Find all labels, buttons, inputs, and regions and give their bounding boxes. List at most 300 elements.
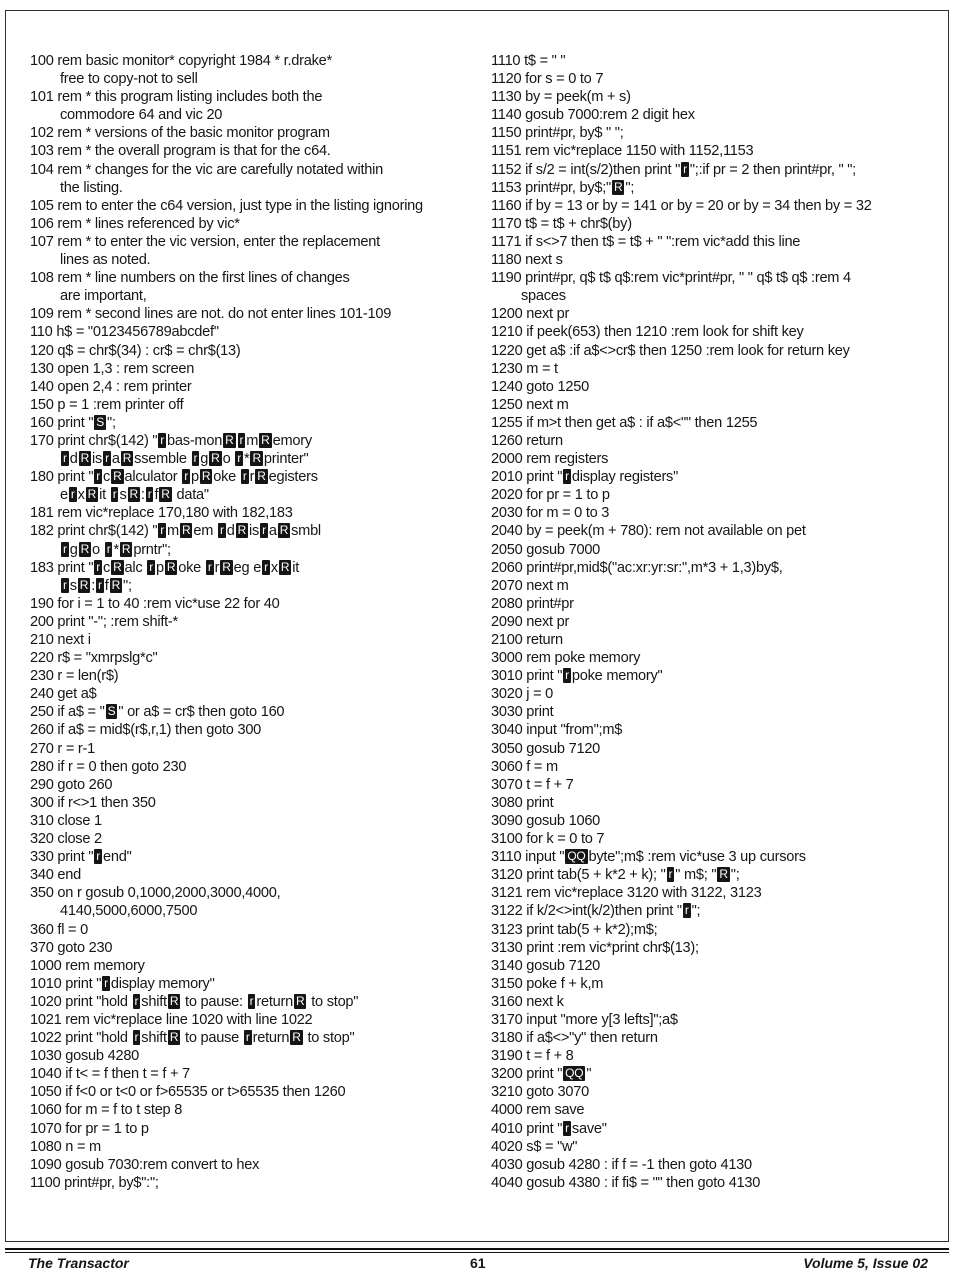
code-line	[30, 559, 480, 595]
code-line-continuation: commodore 64 and vic 20	[60, 107, 223, 124]
reverse-video-glyph: R	[113, 469, 122, 484]
footer-rule-thin	[5, 1252, 949, 1253]
reverse-video-glyph: R	[111, 577, 121, 592]
reverse-video-glyph: R	[80, 541, 90, 556]
code-line	[491, 685, 941, 703]
code-line	[491, 1047, 941, 1065]
code-line	[491, 957, 941, 975]
code-line	[491, 1156, 941, 1174]
reverse-video-glyph: r	[70, 487, 75, 502]
code-line-text: 1200 next pr	[491, 306, 570, 323]
code-line	[30, 758, 480, 776]
code-line	[30, 342, 480, 360]
code-line	[491, 161, 941, 179]
reverse-video-glyph: r	[219, 523, 224, 538]
code-line	[491, 667, 941, 685]
reverse-video-glyph: r	[249, 993, 254, 1008]
reverse-video-glyph: R	[225, 432, 234, 447]
reverse-video-glyph: R	[261, 432, 270, 447]
code-line-text: 3122 if k/2<>int(k/2)then print " r ";	[491, 903, 701, 920]
code-line	[491, 939, 941, 957]
code-line-text: 220 r$ = "xmrpslg*c"	[30, 650, 158, 667]
code-line-text: 1220 get a$ :if a$<>cr$ then 1250 :rem look for return key	[491, 342, 850, 359]
code-line-text: 1060 for m = f to t step 8	[30, 1102, 183, 1119]
reverse-video-glyph: R	[257, 469, 266, 484]
code-line	[30, 504, 480, 522]
code-line	[491, 721, 941, 739]
reverse-video-glyph: r	[193, 451, 198, 466]
code-line	[30, 613, 480, 631]
code-line	[30, 721, 480, 739]
code-line	[491, 360, 941, 378]
reverse-video-glyph: R	[719, 867, 728, 882]
reverse-video-glyph: r	[683, 161, 687, 176]
code-line-text: 3100 for k = 0 to 7	[491, 831, 605, 848]
code-line	[491, 541, 941, 559]
reverse-video-glyph: r	[242, 469, 247, 484]
reverse-video-glyph: r	[112, 487, 117, 502]
reverse-video-glyph: R	[296, 993, 305, 1008]
code-line	[30, 269, 480, 305]
code-line	[491, 251, 941, 269]
code-line-text: 360 fl = 0	[30, 921, 88, 938]
code-line-text: 250 if a$ = " S " or a$ = cr$ then goto 160	[30, 704, 285, 721]
code-line	[491, 233, 941, 251]
code-line	[30, 360, 480, 378]
code-line-text: 3090 gosub 1060	[491, 812, 601, 829]
code-line-text: 200 print "-"; :rem shift-*	[30, 613, 178, 630]
code-line	[30, 975, 480, 993]
reverse-video-glyph: R	[87, 487, 97, 502]
code-line	[30, 1011, 480, 1029]
code-line	[30, 884, 480, 920]
reverse-video-glyph: r	[160, 523, 165, 538]
code-line	[491, 1065, 941, 1083]
code-line-text: 1190 print#pr, q$ t$ q$:rem vic*print#pr, " " q$ t$ q$ :rem 4	[491, 270, 851, 287]
code-line-text: 2010 print " r display registers"	[491, 469, 679, 486]
code-line	[30, 142, 480, 160]
code-line-text: 1140 gosub 7000:rem 2 digit hex	[491, 107, 695, 124]
code-line	[491, 1011, 941, 1029]
reverse-video-glyph: QQ	[565, 1066, 584, 1081]
code-line-text: 108 rem * line numbers on the first lines of changes	[30, 270, 350, 287]
reverse-video-glyph: r	[96, 849, 101, 864]
code-line-text: 1153 print#pr, by$;" R ";	[491, 179, 635, 196]
code-line-text: 2030 for m = 0 to 3	[491, 505, 610, 522]
code-line-text: 2000 rem registers	[491, 451, 609, 468]
reverse-video-glyph: R	[280, 559, 290, 574]
code-line	[491, 142, 941, 160]
code-line-text: 160 print " S ";	[30, 414, 116, 431]
code-line	[30, 1138, 480, 1156]
code-line	[491, 921, 941, 939]
code-line	[491, 124, 941, 142]
code-line-text: 1090 gosub 7030:rem convert to hex	[30, 1156, 260, 1173]
code-line	[491, 522, 941, 540]
reverse-video-glyph: r	[565, 469, 569, 484]
reverse-video-glyph: r	[147, 487, 152, 502]
code-line	[491, 1120, 941, 1138]
code-line	[491, 812, 941, 830]
reverse-video-glyph: R	[222, 559, 231, 574]
code-line-text: 210 next i	[30, 632, 91, 648]
code-line	[491, 486, 941, 504]
code-line	[30, 378, 480, 396]
code-line-text: 1240 goto 1250	[491, 378, 589, 395]
code-line-text: 4000 rem save	[491, 1102, 585, 1119]
code-line	[30, 939, 480, 957]
code-line-text: 1130 by = peek(m + s)	[491, 89, 631, 106]
code-line-text: 3020 j = 0	[491, 686, 554, 703]
code-line	[30, 866, 480, 884]
code-line-text: 3170 input "more y[3 lefts]";a$	[491, 1011, 678, 1028]
footer-rule	[5, 1248, 949, 1250]
code-line-text: 260 if a$ = mid$(r$,r,1) then goto 300	[30, 722, 262, 739]
reverse-video-glyph: S	[107, 704, 116, 719]
reverse-video-glyph: R	[166, 559, 176, 574]
code-line	[30, 812, 480, 830]
code-line-text: 270 r = r-1	[30, 740, 95, 757]
code-line	[491, 866, 941, 884]
reverse-video-glyph: r	[668, 867, 673, 882]
code-line-text: 300 if r<>1 then 350	[30, 794, 156, 811]
code-line-text: 2080 print#pr	[491, 595, 574, 612]
code-line	[491, 432, 941, 450]
code-line-continuation: are important,	[60, 288, 147, 305]
code-line	[30, 776, 480, 794]
code-line	[491, 468, 941, 486]
code-line-text: 3130 print :rem vic*print chr$(13);	[491, 939, 699, 956]
reverse-video-glyph: QQ	[567, 849, 586, 864]
code-line-text: 3120 print tab(5 + k*2 + k); " r " m$; " R ";	[491, 867, 740, 884]
code-line	[30, 432, 480, 468]
code-line	[30, 921, 480, 939]
code-line	[491, 577, 941, 595]
code-line-text: 350 on r gosub 0,1000,2000,3000,4000,	[30, 885, 281, 902]
code-line-text: 182 print chr$(142) " r m R em r d R is r a R smbl	[30, 523, 321, 540]
code-line-continuation: r d R is r a R ssemble r g R o r * R printer"	[63, 451, 309, 468]
code-line	[491, 758, 941, 776]
code-line-text: 2100 return	[491, 632, 563, 648]
code-line-text: 3160 next k	[491, 993, 564, 1010]
reverse-video-glyph: r	[184, 469, 188, 484]
code-line-text: 3180 if a$<>"y" then return	[491, 1030, 658, 1047]
reverse-video-glyph: r	[63, 541, 67, 556]
code-line-text: 1170 t$ = t$ + chr$(by)	[491, 215, 632, 232]
code-line-text: 3123 print tab(5 + k*2);m$;	[491, 921, 658, 938]
code-line-text: 1080 n = m	[30, 1138, 101, 1155]
code-line	[491, 88, 941, 106]
reverse-video-glyph: R	[161, 487, 170, 502]
code-line-text: 183 print " r c R alc r p R oke r r R eg e r x R it	[30, 559, 300, 576]
code-line-text: 3200 print " QQ "	[491, 1066, 592, 1083]
code-line-text: 310 close 1	[30, 812, 102, 829]
code-line-text: 1160 if by = 13 or by = 141 or by = 20 or by = 34 then by = 32	[491, 197, 872, 214]
reverse-video-glyph: r	[245, 1030, 250, 1045]
code-line-text: 2070 next m	[491, 577, 569, 594]
reverse-video-glyph: r	[264, 559, 268, 574]
listing-left-column	[30, 52, 480, 1192]
reverse-video-glyph: r	[105, 451, 109, 466]
code-line-text: 3080 print	[491, 794, 554, 811]
listing-right-column	[491, 52, 941, 1192]
code-line-text: 130 open 1,3 : rem screen	[30, 360, 195, 377]
code-line-text: 109 rem * second lines are not. do not enter lines 101-109	[30, 306, 392, 323]
reverse-video-glyph: R	[80, 451, 90, 466]
code-line	[491, 305, 941, 323]
code-line-text: 120 q$ = chr$(34) : cr$ = chr$(13)	[30, 342, 241, 359]
code-line	[30, 233, 480, 269]
code-line-text: 240 get a$	[30, 686, 97, 703]
code-line	[30, 1029, 480, 1047]
code-line	[30, 1174, 480, 1192]
code-line-text: 1021 rem vic*replace line 1020 with line 1022	[30, 1011, 313, 1028]
code-line-text: 3000 rem poke memory	[491, 650, 641, 667]
code-line-text: 102 rem * versions of the basic monitor program	[30, 125, 330, 142]
code-line-continuation: 4140,5000,6000,7500	[60, 903, 198, 920]
code-line-text: 104 rem * changes for the vic are carefully notated within	[30, 161, 383, 178]
reverse-video-glyph: r	[106, 541, 111, 556]
code-line-text: 1230 m = t	[491, 360, 558, 377]
code-line	[491, 450, 941, 468]
reverse-video-glyph: R	[113, 559, 122, 574]
code-line-text: 110 h$ = "0123456789abcdef"	[30, 324, 219, 341]
code-line	[491, 197, 941, 215]
code-line-text: 181 rem vic*replace 170,180 with 182,183	[30, 505, 293, 522]
code-line-text: 1022 print "hold r shift R to pause r return R to stop"	[30, 1030, 355, 1047]
code-line	[491, 70, 941, 88]
code-line	[30, 414, 480, 432]
code-line	[30, 1065, 480, 1083]
code-line	[30, 522, 480, 558]
code-line	[491, 848, 941, 866]
code-line	[30, 595, 480, 613]
footer-publication: The Transactor	[28, 1255, 129, 1271]
code-line-continuation: r s R : r f R ";	[63, 577, 132, 594]
code-line	[30, 667, 480, 685]
code-line-text: 1250 next m	[491, 396, 569, 413]
code-line-text: 140 open 2,4 : rem printer	[30, 378, 192, 395]
code-line-text: 105 rem to enter the c64 version, just type in the listing ignoring	[30, 197, 423, 214]
code-line-text: 370 goto 230	[30, 939, 113, 956]
code-line-text: 4010 print " r save"	[491, 1120, 607, 1137]
reverse-video-glyph: R	[169, 993, 179, 1008]
code-line-text: 1040 if t< = f then t = f + 7	[30, 1066, 190, 1083]
code-line	[30, 631, 480, 649]
reverse-video-glyph: r	[96, 559, 101, 574]
code-line	[30, 993, 480, 1011]
reverse-video-glyph: R	[252, 451, 261, 466]
code-line-text: 2040 by = peek(m + 780): rem not available on pet	[491, 523, 806, 540]
reverse-video-glyph: r	[149, 559, 153, 574]
code-line	[491, 884, 941, 902]
code-line-text: 170 print chr$(142) " r bas-mon R r m R emory	[30, 432, 312, 449]
reverse-video-glyph: r	[684, 903, 689, 918]
code-line-text: 2020 for pr = 1 to p	[491, 487, 610, 504]
code-line	[30, 305, 480, 323]
code-line-text: 1010 print " r display memory"	[30, 975, 215, 992]
reverse-video-glyph: r	[565, 668, 569, 683]
code-line-text: 4030 gosub 4280 : if f = -1 then goto 4130	[491, 1156, 752, 1173]
code-line-text: 1151 rem vic*replace 1150 with 1152,1153	[491, 143, 754, 160]
reverse-video-glyph: R	[279, 523, 289, 538]
code-line-continuation: spaces	[521, 288, 566, 305]
reverse-video-glyph: r	[134, 993, 139, 1008]
footer-issue: Volume 5, Issue 02	[803, 1255, 928, 1271]
code-line-text: 320 close 2	[30, 831, 102, 848]
code-line	[30, 323, 480, 341]
code-line-text: 3121 rem vic*replace 3120 with 3122, 3123	[491, 885, 762, 902]
reverse-video-glyph: r	[98, 577, 102, 592]
code-line-text: 4040 gosub 4380 : if fi$ = "" then goto 4130	[491, 1174, 761, 1191]
code-line-continuation: free to copy-not to sell	[60, 71, 198, 88]
reverse-video-glyph: R	[201, 469, 211, 484]
reverse-video-glyph: R	[211, 451, 220, 466]
code-line-text: 1070 for pr = 1 to p	[30, 1120, 149, 1137]
code-line-text: 330 print " r end"	[30, 849, 132, 866]
code-line	[491, 396, 941, 414]
code-line	[491, 1174, 941, 1192]
code-line-text: 1020 print "hold r shift R to pause: r return R to stop"	[30, 993, 359, 1010]
code-line-text: 3060 f = m	[491, 758, 558, 775]
code-line	[491, 179, 941, 197]
code-line	[491, 776, 941, 794]
code-line-text: 1120 for s = 0 to 7	[491, 71, 604, 88]
code-line-text: 1171 if s<>7 then t$ = t$ + " ":rem vic*add this line	[491, 233, 801, 250]
code-line-text: 190 for i = 1 to 40 :rem vic*use 22 for 40	[30, 595, 280, 612]
footer-page-number: 61	[470, 1255, 486, 1271]
code-line-text: 4020 s$ = "w"	[491, 1138, 578, 1155]
code-line-text: 290 goto 260	[30, 776, 113, 793]
code-line-text: 150 p = 1 :rem printer off	[30, 396, 184, 413]
code-line	[491, 613, 941, 631]
code-line	[491, 269, 941, 305]
code-line-text: 3010 print " r poke memory"	[491, 668, 663, 685]
code-line-text: 3070 t = f + 7	[491, 776, 574, 793]
code-line	[30, 1101, 480, 1119]
code-line-continuation: lines as noted.	[60, 252, 151, 269]
code-line	[491, 504, 941, 522]
code-line	[491, 559, 941, 577]
reverse-video-glyph: r	[63, 451, 67, 466]
code-line	[30, 124, 480, 142]
code-line	[491, 323, 941, 341]
code-line-text: 1110 t$ = " "	[491, 53, 566, 69]
code-line	[30, 1083, 480, 1101]
code-line	[30, 830, 480, 848]
reverse-video-glyph: r	[104, 975, 108, 990]
code-line-text: 107 rem * to enter the vic version, enter the replacement	[30, 233, 380, 250]
code-line-text: 230 r = len(r$)	[30, 668, 119, 685]
code-line	[491, 1083, 941, 1101]
reverse-video-glyph: R	[237, 523, 247, 538]
code-line	[30, 649, 480, 667]
code-line-text: 3190 t = f + 8	[491, 1048, 574, 1065]
reverse-video-glyph: S	[96, 414, 105, 429]
code-line	[30, 1047, 480, 1065]
reverse-video-glyph: R	[79, 577, 89, 592]
code-line	[491, 975, 941, 993]
code-line	[491, 794, 941, 812]
code-line	[30, 740, 480, 758]
reverse-video-glyph: R	[181, 523, 191, 538]
code-line	[30, 703, 480, 721]
code-line-text: 3110 input " QQ byte";m$ :rem vic*use 3 up cursors	[491, 849, 806, 866]
code-line	[491, 52, 941, 70]
reverse-video-glyph: R	[614, 179, 623, 194]
code-line-text: 3140 gosub 7120	[491, 957, 601, 974]
code-line	[491, 740, 941, 758]
code-line-text: 280 if r = 0 then goto 230	[30, 758, 187, 775]
code-line-text: 103 rem * the overall program is that for the c64.	[30, 143, 331, 160]
code-line	[491, 830, 941, 848]
code-line	[491, 215, 941, 233]
reverse-video-glyph: r	[134, 1030, 139, 1045]
reverse-video-glyph: r	[565, 1120, 569, 1135]
code-line-text: 1030 gosub 4280	[30, 1048, 140, 1065]
code-line-text: 1210 if peek(653) then 1210 :rem look for shift key	[491, 324, 804, 341]
code-line	[491, 631, 941, 649]
reverse-video-glyph: R	[122, 451, 132, 466]
code-line-text: 101 rem * this program listing includes both the	[30, 89, 323, 106]
code-line	[30, 794, 480, 812]
code-line	[30, 468, 480, 504]
code-line-text: 3040 input "from";m$	[491, 722, 623, 739]
code-line-continuation: r g R o r * R prntr";	[63, 541, 171, 558]
reverse-video-glyph: r	[96, 469, 101, 484]
reverse-video-glyph: r	[237, 451, 242, 466]
code-line-text: 180 print " r c R alculator r p R oke r r R egisters	[30, 469, 318, 486]
code-line	[491, 378, 941, 396]
code-line	[30, 848, 480, 866]
reverse-video-glyph: r	[207, 559, 212, 574]
code-line-continuation: the listing.	[60, 179, 123, 196]
code-line	[30, 88, 480, 124]
code-line	[491, 649, 941, 667]
reverse-video-glyph: r	[63, 577, 67, 592]
code-line-text: 2050 gosub 7000	[491, 541, 601, 558]
code-line-text: 340 end	[30, 867, 82, 884]
code-line	[491, 414, 941, 432]
code-line-text: 3150 poke f + k,m	[491, 975, 604, 992]
code-line-text: 1000 rem memory	[30, 957, 145, 974]
code-line	[30, 197, 480, 215]
code-line	[491, 993, 941, 1011]
code-line	[491, 902, 941, 920]
code-line	[491, 1029, 941, 1047]
code-line-text: 1152 if s/2 = int(s/2)then print " r ";:if pr = 2 then print#pr, " ";	[491, 161, 856, 178]
code-line	[30, 1120, 480, 1138]
code-line-text: 1255 if m>t then get a$ : if a$<"" then 1255	[491, 414, 758, 431]
code-line-text: 1150 print#pr, by$ " ";	[491, 125, 624, 142]
code-line-text: 3050 gosub 7120	[491, 740, 601, 757]
code-line	[30, 215, 480, 233]
code-line-text: 3210 goto 3070	[491, 1084, 589, 1101]
code-line-text: 1050 if f<0 or t<0 or f>65535 or t>65535 then 1260	[30, 1084, 346, 1101]
code-line-text: 1260 return	[491, 432, 563, 449]
reverse-video-glyph: R	[292, 1030, 301, 1045]
code-line-text: 3030 print	[491, 704, 554, 721]
code-line	[30, 1156, 480, 1174]
code-line-text: 2090 next pr	[491, 613, 570, 630]
reverse-video-glyph: R	[169, 1030, 179, 1045]
code-line	[30, 52, 480, 88]
code-line	[491, 595, 941, 613]
reverse-video-glyph: R	[121, 541, 131, 556]
code-line-text: 2060 print#pr,mid$("ac:xr:yr:sr:",m*3 + 1,3)by$,	[491, 559, 783, 576]
reverse-video-glyph: r	[262, 523, 266, 538]
code-line	[491, 703, 941, 721]
